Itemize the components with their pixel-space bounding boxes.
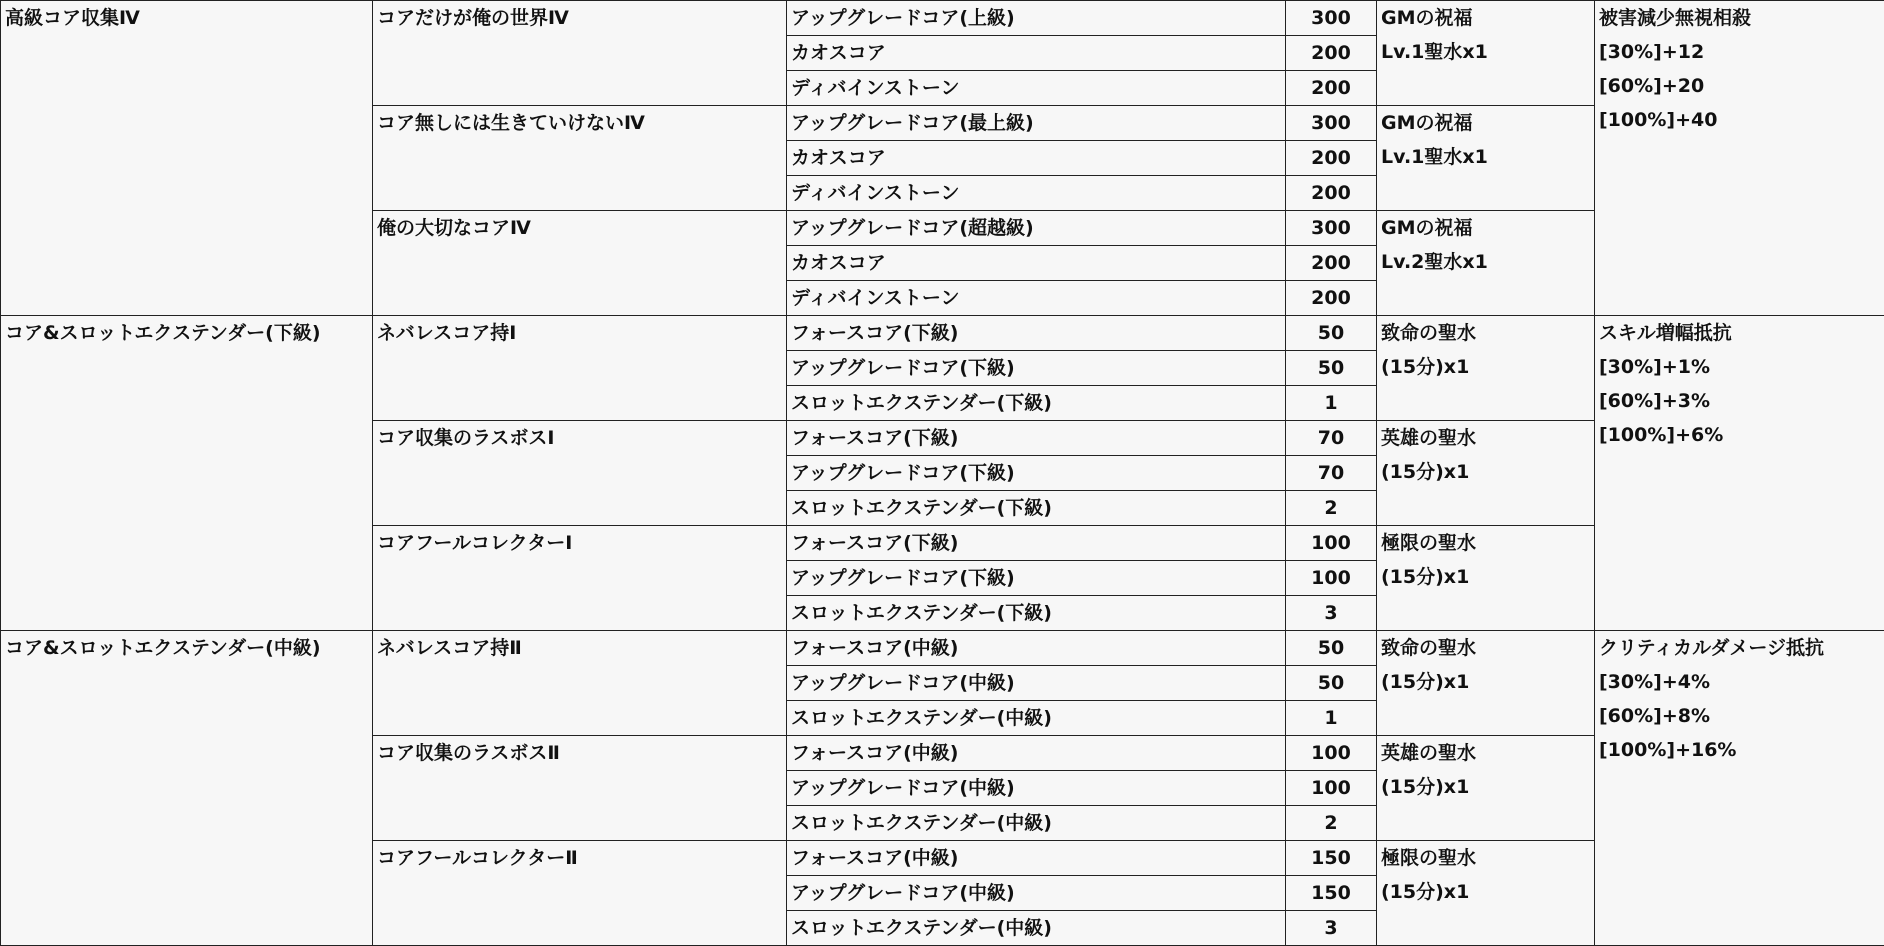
- item-qty: 70: [1286, 421, 1377, 456]
- collection-name: コアフールコレクターⅡ: [373, 841, 787, 946]
- item-qty: 2: [1286, 491, 1377, 526]
- bonus-tier: [100%]+6%: [1599, 418, 1880, 452]
- item-qty: 200: [1286, 176, 1377, 211]
- item-name: スロットエクステンダー(下級): [787, 596, 1286, 631]
- collection-name: ネバレスコア持Ⅰ: [373, 316, 787, 421]
- item-name: カオスコア: [787, 246, 1286, 281]
- item-qty: 3: [1286, 911, 1377, 946]
- item-name: アップグレードコア(中級): [787, 876, 1286, 911]
- reward-line: 致命の聖水: [1381, 631, 1590, 665]
- item-qty: 200: [1286, 281, 1377, 316]
- reward-line: 英雄の聖水: [1381, 736, 1590, 770]
- collection-name: コア収集のラスボスⅠ: [373, 421, 787, 526]
- bonus-tier: [30%]+1%: [1599, 350, 1880, 384]
- item-name: アップグレードコア(超越級): [787, 211, 1286, 246]
- item-qty: 300: [1286, 211, 1377, 246]
- item-name: スロットエクステンダー(中級): [787, 806, 1286, 841]
- item-qty: 150: [1286, 876, 1377, 911]
- item-qty: 300: [1286, 1, 1377, 36]
- collection-name: コア無しには生きていけないⅣ: [373, 106, 787, 211]
- bonus-stat-name: スキル増幅抵抗: [1599, 316, 1880, 350]
- table-row: [1, 1, 1884, 36]
- bonus-stat-name: クリティカルダメージ抵抗: [1599, 631, 1880, 665]
- table-row: [1, 631, 1884, 666]
- item-name: アップグレードコア(下級): [787, 561, 1286, 596]
- group-bonus: [1595, 316, 1884, 631]
- reward-line: Lv.1聖水x1: [1381, 35, 1590, 69]
- reward-line: (15分)x1: [1381, 350, 1590, 384]
- item-name: ディバインストーン: [787, 176, 1286, 211]
- collection-name: 俺の大切なコアⅣ: [373, 211, 787, 316]
- item-qty: 200: [1286, 36, 1377, 71]
- item-qty: 200: [1286, 71, 1377, 106]
- collection-reward: [1377, 526, 1595, 631]
- group-name: コア&スロットエクステンダー(下級): [1, 316, 373, 631]
- collection-name: コアだけが俺の世界Ⅳ: [373, 1, 787, 106]
- item-name: ディバインストーン: [787, 71, 1286, 106]
- item-name: フォースコア(中級): [787, 736, 1286, 771]
- collection-name: ネバレスコア持Ⅱ: [373, 631, 787, 736]
- reward-line: (15分)x1: [1381, 665, 1590, 699]
- group-bonus: [1595, 1, 1884, 316]
- collection-reward: [1377, 316, 1595, 421]
- collection-reward: [1377, 736, 1595, 841]
- group-name: 高級コア収集Ⅳ: [1, 1, 373, 316]
- item-name: スロットエクステンダー(中級): [787, 701, 1286, 736]
- collection-reward: [1377, 1, 1595, 106]
- item-name: フォースコア(中級): [787, 631, 1286, 666]
- reward-line: (15分)x1: [1381, 875, 1590, 909]
- reward-line: GMの祝福: [1381, 106, 1590, 140]
- reward-line: (15分)x1: [1381, 560, 1590, 594]
- bonus-tier: [100%]+40: [1599, 103, 1880, 137]
- item-qty: 1: [1286, 386, 1377, 421]
- reward-line: Lv.1聖水x1: [1381, 140, 1590, 174]
- collection-reward: [1377, 106, 1595, 211]
- collection-name: コア収集のラスボスⅡ: [373, 736, 787, 841]
- item-qty: 50: [1286, 351, 1377, 386]
- item-qty: 2: [1286, 806, 1377, 841]
- item-qty: 300: [1286, 106, 1377, 141]
- reward-line: GMの祝福: [1381, 211, 1590, 245]
- item-qty: 150: [1286, 841, 1377, 876]
- item-name: アップグレードコア(上級): [787, 1, 1286, 36]
- bonus-tier: [60%]+20: [1599, 69, 1880, 103]
- item-name: スロットエクステンダー(下級): [787, 491, 1286, 526]
- item-qty: 3: [1286, 596, 1377, 631]
- reward-line: 極限の聖水: [1381, 841, 1590, 875]
- item-name: アップグレードコア(最上級): [787, 106, 1286, 141]
- collection-reward: [1377, 211, 1595, 316]
- item-name: フォースコア(下級): [787, 316, 1286, 351]
- item-qty: 100: [1286, 561, 1377, 596]
- bonus-tier: [30%]+4%: [1599, 665, 1880, 699]
- item-name: アップグレードコア(下級): [787, 351, 1286, 386]
- item-qty: 200: [1286, 246, 1377, 281]
- item-name: カオスコア: [787, 141, 1286, 176]
- bonus-stat-name: 被害減少無視相殺: [1599, 1, 1880, 35]
- item-name: スロットエクステンダー(中級): [787, 911, 1286, 946]
- bonus-tier: [60%]+3%: [1599, 384, 1880, 418]
- reward-line: GMの祝福: [1381, 1, 1590, 35]
- item-qty: 100: [1286, 526, 1377, 561]
- table-row: [1, 316, 1884, 351]
- item-qty: 50: [1286, 631, 1377, 666]
- item-name: フォースコア(下級): [787, 421, 1286, 456]
- collection-name: コアフールコレクターⅠ: [373, 526, 787, 631]
- item-name: フォースコア(中級): [787, 841, 1286, 876]
- group-name: コア&スロットエクステンダー(中級): [1, 631, 373, 946]
- item-name: アップグレードコア(中級): [787, 771, 1286, 806]
- collection-reward: [1377, 841, 1595, 946]
- item-qty: 200: [1286, 141, 1377, 176]
- item-name: カオスコア: [787, 36, 1286, 71]
- item-name: スロットエクステンダー(下級): [787, 386, 1286, 421]
- reward-line: (15分)x1: [1381, 770, 1590, 804]
- reward-line: (15分)x1: [1381, 455, 1590, 489]
- collection-reward: [1377, 631, 1595, 736]
- item-qty: 1: [1286, 701, 1377, 736]
- item-name: ディバインストーン: [787, 281, 1286, 316]
- reward-line: 致命の聖水: [1381, 316, 1590, 350]
- group-bonus: [1595, 631, 1884, 946]
- bonus-tier: [60%]+8%: [1599, 699, 1880, 733]
- item-qty: 50: [1286, 666, 1377, 701]
- item-qty: 100: [1286, 771, 1377, 806]
- item-name: アップグレードコア(中級): [787, 666, 1286, 701]
- bonus-tier: [30%]+12: [1599, 35, 1880, 69]
- reward-line: 英雄の聖水: [1381, 421, 1590, 455]
- collection-reward: [1377, 421, 1595, 526]
- item-qty: 100: [1286, 736, 1377, 771]
- reward-line: 極限の聖水: [1381, 526, 1590, 560]
- item-name: アップグレードコア(下級): [787, 456, 1286, 491]
- reward-line: Lv.2聖水x1: [1381, 245, 1590, 279]
- item-qty: 70: [1286, 456, 1377, 491]
- item-name: フォースコア(下級): [787, 526, 1286, 561]
- item-qty: 50: [1286, 316, 1377, 351]
- bonus-tier: [100%]+16%: [1599, 733, 1880, 767]
